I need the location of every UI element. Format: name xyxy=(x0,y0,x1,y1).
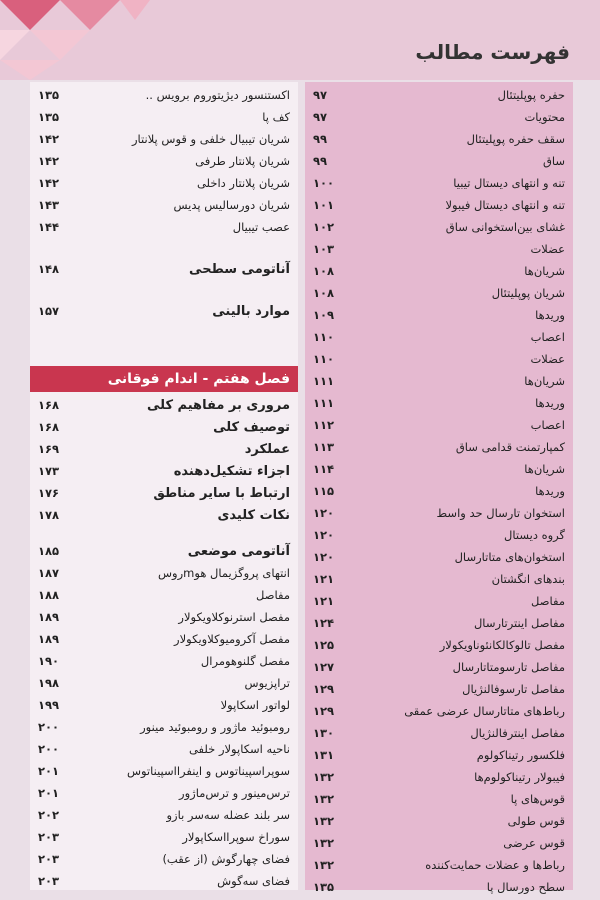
page-header xyxy=(0,0,600,80)
toc-entry[interactable]: شریان‌ها ۱۱۱ xyxy=(313,374,565,388)
toc-entry[interactable]: عملکرد ۱۶۹ xyxy=(38,441,290,457)
toc-entry[interactable]: سوراخ سوپرااسکاپولار ۲۰۳ xyxy=(38,830,290,844)
toc-entry[interactable]: مفاصل تارسوفالنژیال ۱۲۹ xyxy=(313,682,565,696)
toc-entry[interactable]: رومبوئید ماژور و رومبوئید مینور ۲۰۰ xyxy=(38,720,290,734)
toc-entry[interactable]: اعصاب ۱۱۲ xyxy=(313,418,565,432)
toc-entry[interactable]: لواتور اسکاپولا ۱۹۹ xyxy=(38,698,290,712)
toc-entry[interactable]: سر بلند عضله سه‌سر بازو ۲۰۲ xyxy=(38,808,290,822)
toc-entry[interactable]: مفاصل اینترفالنژیال ۱۳۰ xyxy=(313,726,565,740)
toc-entry[interactable]: ناحیه اسکاپولار خلفی ۲۰۰ xyxy=(38,742,290,756)
toc-entry[interactable]: مفاصل تارسومتاتارسال ۱۲۷ xyxy=(313,660,565,674)
toc-entry[interactable]: قوس عرضی ۱۳۲ xyxy=(313,836,565,850)
decorative-diamonds xyxy=(0,0,200,80)
toc-entry[interactable]: توصیف کلی ۱۶۸ xyxy=(38,419,290,435)
toc-entry[interactable]: وریدها ۱۱۵ xyxy=(313,484,565,498)
toc-entry[interactable]: رباط‌ها و عضلات حمایت‌کننده ۱۳۲ xyxy=(313,858,565,872)
toc-entry[interactable]: اجزاء تشکیل‌دهنده ۱۷۳ xyxy=(38,463,290,479)
toc-section-heading[interactable]: آناتومی سطحی ۱۴۸ xyxy=(38,261,290,277)
toc-entry[interactable]: نکات کلیدی ۱۷۸ xyxy=(38,507,290,523)
toc-entry[interactable]: مفصل گلنوهومرال ۱۹۰ xyxy=(38,654,290,668)
toc-entry[interactable]: ساق ۹۹ xyxy=(313,154,565,168)
toc-entry[interactable]: ترس‌مینور و ترس‌ماژور ۲۰۱ xyxy=(38,786,290,800)
toc-entry[interactable]: انتهای پروگزیمال هوmروس ۱۸۷ xyxy=(38,566,290,580)
toc-entry[interactable]: محتویات ۹۷ xyxy=(313,110,565,124)
toc-entry[interactable]: مفاصل ۱۲۱ xyxy=(313,594,565,608)
page-title: فهرست مطالب xyxy=(415,40,570,64)
toc-entry[interactable]: مروری بر مفاهیم کلی ۱۶۸ xyxy=(38,397,290,413)
toc-section-heading[interactable]: موارد بالینی ۱۵۷ xyxy=(38,303,290,319)
toc-entry[interactable]: تراپزیوس ۱۹۸ xyxy=(38,676,290,690)
toc-entry[interactable]: فضای سه‌گوش ۲۰۳ xyxy=(38,874,290,888)
toc-entry[interactable]: مفصل تالوکالکانئوناویکولار ۱۲۵ xyxy=(313,638,565,652)
toc-entry[interactable]: فیبولار رتیناکولوم‌ها ۱۳۲ xyxy=(313,770,565,784)
toc-entry[interactable]: گروه دیستال ۱۲۰ xyxy=(313,528,565,542)
toc-entry[interactable]: استخوان‌های متاتارسال ۱۲۰ xyxy=(313,550,565,564)
chapter-heading[interactable]: فصل هفتم - اندام فوقانی xyxy=(30,366,298,392)
toc-entry[interactable]: عضلات ۱۱۰ xyxy=(313,352,565,366)
toc-entry[interactable]: سطح دورسال پا ۱۳۵ xyxy=(313,880,565,894)
toc-entry[interactable]: ارتباط با سایر مناطق ۱۷۶ xyxy=(38,485,290,501)
toc-entry[interactable]: شریان‌ها ۱۱۴ xyxy=(313,462,565,476)
toc-entry[interactable]: سقف حفره پوپلیتئال ۹۹ xyxy=(313,132,565,146)
toc-entry[interactable]: مفصل استرنوکلاویکولار ۱۸۹ xyxy=(38,610,290,624)
toc-entry[interactable]: حفره پوپلیتئال ۹۷ xyxy=(313,88,565,102)
toc-left-column xyxy=(30,82,298,890)
toc-entry[interactable]: شریان‌ها ۱۰۸ xyxy=(313,264,565,278)
toc-entry[interactable]: قوس طولی ۱۳۲ xyxy=(313,814,565,828)
toc-entry[interactable]: تنه و انتهای دیستال تیبیا ۱۰۰ xyxy=(313,176,565,190)
toc-entry[interactable]: اعصاب ۱۱۰ xyxy=(313,330,565,344)
toc-right-column xyxy=(305,82,573,894)
toc-entry[interactable]: شریان پلانتار طرفی ۱۴۲ xyxy=(38,154,290,168)
toc-entry[interactable]: قوس‌های پا ۱۳۲ xyxy=(313,792,565,806)
toc-entry[interactable]: بندهای انگشتان ۱۲۱ xyxy=(313,572,565,586)
toc-entry[interactable]: کف پا ۱۳۵ xyxy=(38,110,290,124)
toc-entry[interactable]: غشای بین‌استخوانی ساق ۱۰۲ xyxy=(313,220,565,234)
toc-entry[interactable]: رباط‌های متاتارسال عرضی عمقی ۱۲۹ xyxy=(313,704,565,718)
toc-entry[interactable]: مفاصل ۱۸۸ xyxy=(38,588,290,602)
toc-entry[interactable]: شریان پوپلیتئال ۱۰۸ xyxy=(313,286,565,300)
toc-entry[interactable]: عضلات ۱۰۳ xyxy=(313,242,565,256)
toc-entry[interactable]: مفصل آکرومیوکلاویکولار ۱۸۹ xyxy=(38,632,290,646)
toc-entry[interactable]: وریدها ۱۰۹ xyxy=(313,308,565,322)
toc-entry[interactable]: شریان پلانتار داخلی ۱۴۲ xyxy=(38,176,290,190)
toc-entry[interactable]: فلکسور رتیناکولوم ۱۳۱ xyxy=(313,748,565,762)
toc-entry[interactable]: کمپارتمنت قدامی ساق ۱۱۳ xyxy=(313,440,565,454)
toc-entry[interactable]: مفاصل اینترتارسال ۱۲۴ xyxy=(313,616,565,630)
toc-entry[interactable]: اکستنسور دیژیتوروم برویس .. ۱۳۵ xyxy=(38,88,290,102)
toc-entry[interactable]: شریان تیبیال خلفی و قوس پلانتار ۱۴۲ xyxy=(38,132,290,146)
toc-entry[interactable]: استخوان تارسال حد واسط ۱۲۰ xyxy=(313,506,565,520)
toc-entry[interactable]: تنه و انتهای دیستال فیبولا ۱۰۱ xyxy=(313,198,565,212)
toc-entry[interactable]: سوپراسپیناتوس و اینفرااسپیناتوس ۲۰۱ xyxy=(38,764,290,778)
toc-entry[interactable]: عصب تیبیال ۱۴۴ xyxy=(38,220,290,234)
toc-entry[interactable]: شریان دورسالیس پدیس ۱۴۳ xyxy=(38,198,290,212)
toc-entry[interactable]: فضای چهارگوش (از عقب) ۲۰۳ xyxy=(38,852,290,866)
toc-section-heading[interactable]: آناتومی موضعی ۱۸۵ xyxy=(38,543,290,559)
toc-entry[interactable]: وریدها ۱۱۱ xyxy=(313,396,565,410)
